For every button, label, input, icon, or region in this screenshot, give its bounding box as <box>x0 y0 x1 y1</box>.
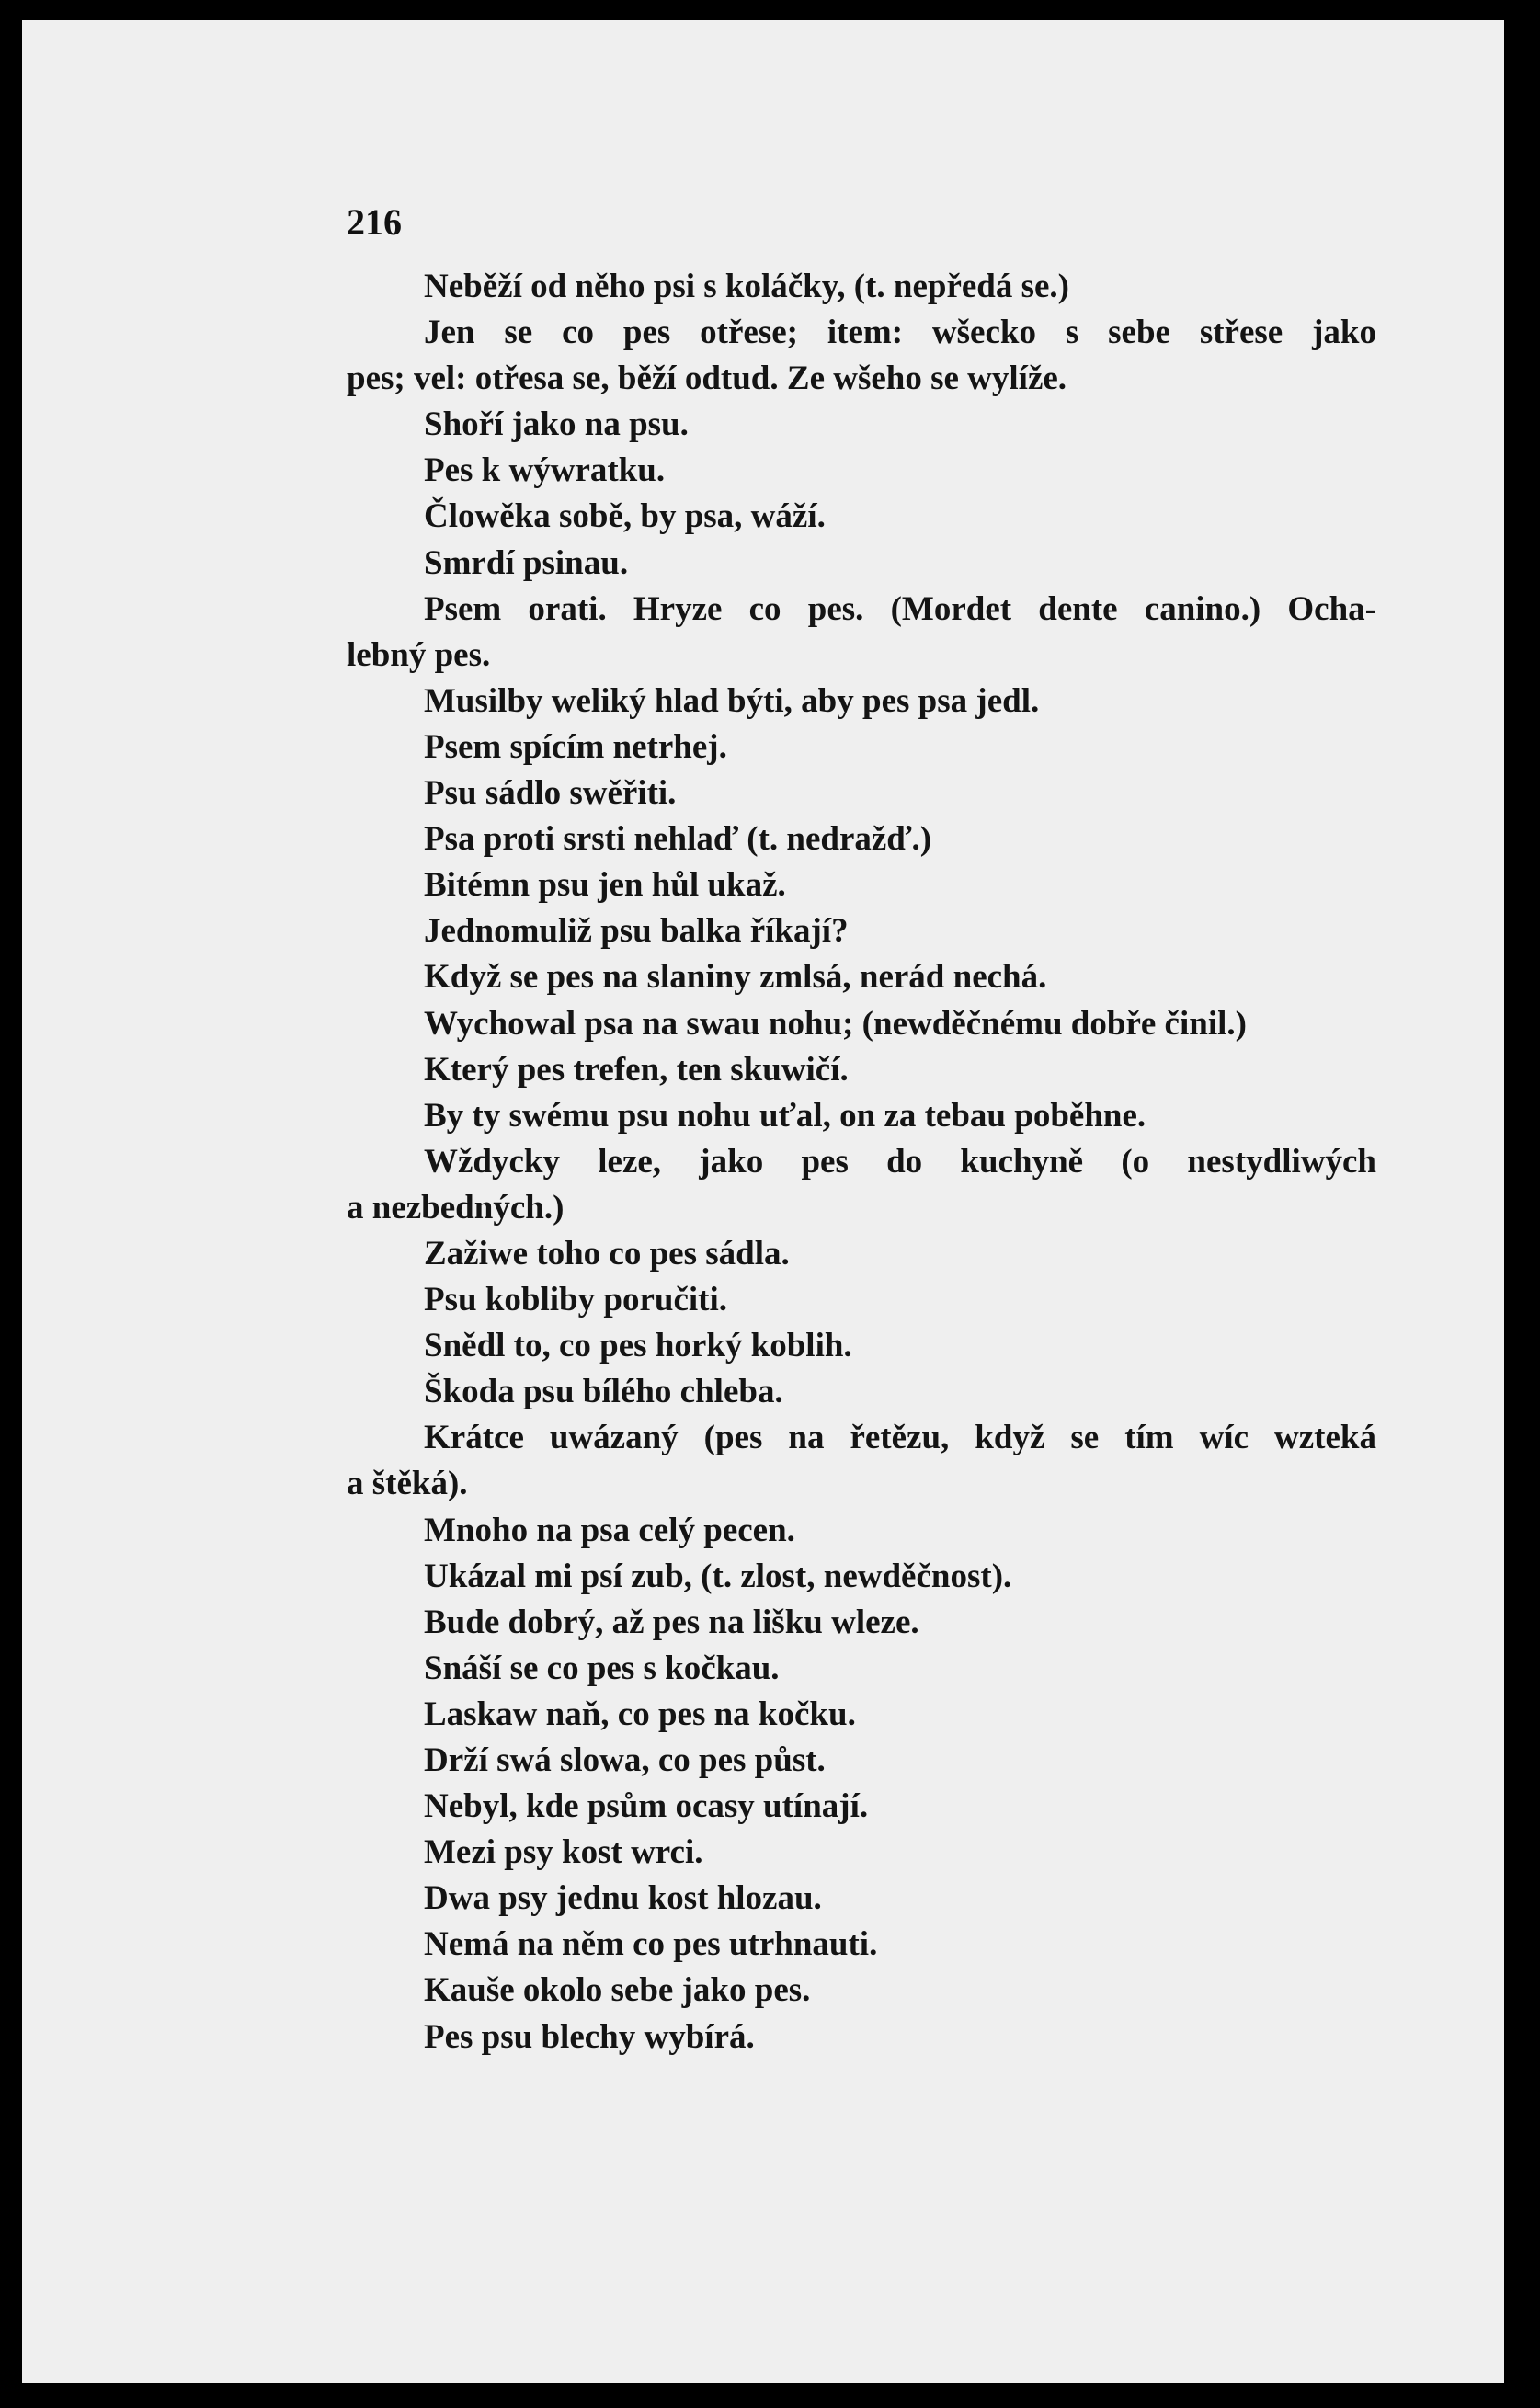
text-line: Bude dobrý, až pes na lišku wleze. <box>424 1603 919 1641</box>
text-line: Psa proti srsti nehlaď (t. nedražď.) <box>424 820 932 859</box>
text-line: Snědl to, co pes horký koblih. <box>424 1327 852 1365</box>
book-page <box>22 20 1504 2383</box>
text-line: Škoda psu bílého chleba. <box>424 1373 783 1411</box>
text-line: Když se pes na slaniny zmlsá, nerád nechá. <box>424 958 1047 997</box>
text-line: Psem spícím netrhej. <box>424 727 727 766</box>
text-line: Dwa psy jednu kost hlozau. <box>424 1879 822 1918</box>
text-line: Pes psu blechy wybírá. <box>424 2017 755 2056</box>
text-line: Nemá na něm co pes utrhnauti. <box>424 1925 878 1964</box>
text-line: Shoří jako na psu. <box>424 405 689 444</box>
text-line: Který pes trefen, ten skuwičí. <box>424 1050 849 1089</box>
text-line: Smrdí psinau. <box>424 543 629 582</box>
text-line: Musilby weliký hlad býti, aby pes psa jedl. <box>424 681 1040 720</box>
text-line: Mezi psy kost wrci. <box>424 1833 703 1872</box>
text-line: Neběží od něho psi s koláčky, (t. nepředá se.) <box>424 268 1070 305</box>
text-line: Jednomuliž psu balka říkají? <box>424 912 849 951</box>
text-line: a štěká). <box>347 1465 468 1503</box>
text-line: Drží swá slowa, co pes půst. <box>424 1741 826 1779</box>
text-line: Pes k wýwratku. <box>424 451 666 490</box>
text-line: Psem orati. Hryze co pes. (Mordet dente canino.) Ocha- <box>424 589 1376 628</box>
text-line: By ty swému psu nohu uťal, on za tebau poběhne. <box>424 1096 1146 1135</box>
page-number: 216 <box>347 201 402 243</box>
text-line: Člowěka sobě, by psa, wáží. <box>424 497 826 536</box>
text-line: Krátce uwázaný (pes na řetězu, když se tím wíc wzteká <box>424 1419 1376 1457</box>
proverb-text-block <box>347 264 1376 2060</box>
text-line: Ukázal mi psí zub, (t. zlost, newděčnost). <box>424 1557 1012 1595</box>
text-line: Mnoho na psa celý pecen. <box>424 1511 795 1549</box>
text-line: Bitémn psu jen hůl ukaž. <box>424 866 786 905</box>
text-line: Wychowal psa na swau nohu; (newděčnému dobře činil.) <box>424 1004 1247 1043</box>
text-line: Wždycky leze, jako pes do kuchyně (o nestydliwých <box>424 1142 1376 1181</box>
text-line: Psu kobliby poručiti. <box>424 1281 728 1319</box>
text-line: Kauše okolo sebe jako pes. <box>424 1971 811 2010</box>
text-line: Zažiwe toho co pes sádla. <box>424 1234 790 1272</box>
text-line: Psu sádlo swěřiti. <box>424 774 677 813</box>
text-line: a nezbedných.) <box>347 1188 565 1227</box>
text-line: Laskaw naň, co pes na kočku. <box>424 1695 856 1733</box>
text-line: pes; vel: otřesa se, běží odtud. Ze wšeho se wylíže. <box>347 359 1067 398</box>
text-line: Jen se co pes otřese; item: wšecko s sebe střese jako <box>424 314 1376 352</box>
text-line: Nebyl, kde psům ocasy utínají. <box>424 1787 869 1826</box>
text-line: Snáší se co pes s kočkau. <box>424 1649 780 1687</box>
text-line: lebný pes. <box>347 635 491 674</box>
